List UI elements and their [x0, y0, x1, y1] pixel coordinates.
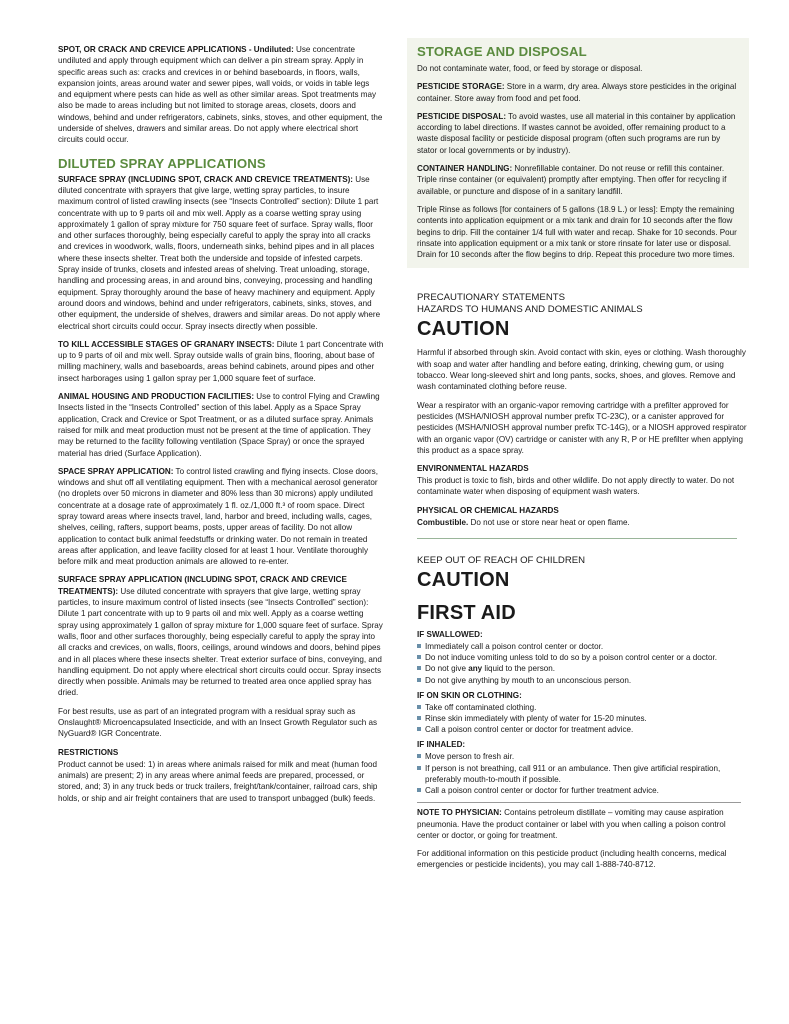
env-hazards-text: This product is toxic to fish, birds and other wildlife. Do not apply directly to water. Do not contaminate water when disposing of equipment wash waters. [417, 476, 735, 497]
precautionary-line2: HAZARDS TO HUMANS AND DOMESTIC ANIMALS [417, 304, 643, 316]
precautionary-line1: PRECAUTIONARY STATEMENTS [417, 292, 566, 304]
keep-out-line: KEEP OUT OF REACH OF CHILDREN [417, 555, 586, 567]
restrictions-heading: RESTRICTIONS [58, 747, 119, 757]
first-aid-heading: FIRST AID [417, 602, 516, 625]
hazard-paragraph-2: Wear a respirator with an organic-vapor removing cartridge with a prefilter approved for pesticides (MSHA/NIOSH approval number prefix TC-23C), or a canister approved for pesticides (MSHA/NIOSH approval number prefix TC-14G), or a NIOSH approved respirator with an organic vapor (OV) cartridge or canister with any R, P or HE prefilter when applying this product as a space spray. [417, 400, 747, 455]
spot-paragraph: SPOT, OR CRACK AND CREVICE APPLICATIONS - Undiluted: Use concentrate undiluted and apply through equipment which can deliver a pin stream spray. Apply in specific areas such as: cracks and crevices in or behind baseboards, in floors, walls, expansion joints, areas around water and sewer pipes, wall voids, or voids in table legs and equipment where pests can hide as well as other similar areas. Spot treatments may also be made to areas including but not limited to storage areas, closets, doors and windows, behind and under refrigerators, cabinets, sinks, stoves, and other equipment, the underside of shelves, drawers and similar areas. Do not apply where electrical short circuits could occur. [58, 45, 383, 145]
hazard-paragraph-1: Harmful if absorbed through skin. Avoid contact with skin, eyes or clothing. Wash thoroughly with soap and water after handling and before eating, drinking, chewing gum, or using tobacco. Wear long-sleeved shirt and long pants, socks, shoes, and gloves. Remove and wash contaminated clothing before reuse. [417, 348, 746, 392]
list-item: Do not induce vomiting unless told to do so by a poison control center or a doctor. [417, 652, 749, 663]
inhaled-list [417, 751, 749, 796]
triple-rinse: Triple Rinse as follows [for containers of 5 gallons (18.9 L.) or less]: Empty the remaining contents into application equipment or a mix tank and drain for 10 seconds after the flow begins to drip. Fill the container 1/4 full with water and recap. Shake for 10 seconds. Pour rinsate into application equipment or a mix tank or store rinsate for later use or disposal. Drain for 10 seconds after the flow begins to drip. Repeat this procedure two more times. [417, 204, 737, 260]
storage-intro: Do not contaminate water, food, or feed by storage or disposal. [417, 64, 643, 73]
list-item: Do not give anything by mouth to an unconscious person. [417, 675, 749, 686]
best-results-paragraph: For best results, use as part of an integrated program with a residual spray such as Onslaught® Microencapsulated Insecticide, and with an Insect Growth Regulator such as NyGuard® IGR Concentrate. [58, 706, 378, 739]
list-item: Do not give any liquid to the person. [417, 663, 749, 674]
right-column [407, 38, 749, 878]
animal-housing-paragraph: ANIMAL HOUSING AND PRODUCTION FACILITIES: Use to control Flying and Crawling Insects listed in the “Insects Controlled” section of this label. Apply as a Space Spray application, Crack and Crevice or Spot Treatment, or as a diluted surface spray. Animals raised for milk and meat production must not be present at the time of application. They may be returned to the facility following ventilation (Space Spray) or once the sprayed material has dried (Surface Application). [58, 392, 380, 458]
caution-heading-2: CAUTION [417, 569, 510, 592]
list-item: Move person to fresh air. [417, 751, 749, 762]
skin-list [417, 702, 749, 736]
pesticide-storage: PESTICIDE STORAGE: Store in a warm, dry area. Always store pesticides in the original container. Store away from food and pet food. [417, 82, 737, 103]
if-swallowed-heading: IF SWALLOWED: [417, 630, 483, 640]
note-to-physician: NOTE TO PHYSICIAN: Contains petroleum distillate – vomiting may cause aspiration pneumonia. Have the product container or label with you when calling a poison control center or doctor, or going for treatment. [417, 808, 726, 840]
diluted-spray-heading: DILUTED SPRAY APPLICATIONS [58, 155, 266, 171]
list-item: If person is not breathing, call 911 or an ambulance. Then give artificial respiration, preferably mouth-to-mouth if possible. [417, 763, 749, 785]
list-item: Take off contaminated clothing. [417, 702, 749, 713]
pesticide-disposal: PESTICIDE DISPOSAL: To avoid wastes, use all material in this container by application according to label directions. If wastes cannot be avoided, offer remaining product to a waste disposal facility or pesticide disposal program (often such programs are run by stator or local governments or by industry). [417, 111, 736, 155]
section-divider [417, 538, 737, 539]
storage-disposal-box [407, 38, 749, 268]
if-on-skin-heading: IF ON SKIN OR CLOTHING: [417, 690, 522, 700]
first-aid-section [407, 555, 749, 796]
restrictions-paragraph: Product cannot be used: 1) in areas where animals raised for milk and meat (human food animals) are present; 2) in any areas where animal feeds are prepared, processed, or stored, and; 3) in any truck beds or truck trailers, freight/tank/container, railroad cars, ship holds, or ship and air freight containers that are used to transport unbagged (bulk) feeds. [58, 759, 378, 803]
surface-spray-application-paragraph: SURFACE SPRAY APPLICATION (INCLUDING SPOT, CRACK AND CREVICE TREATMENTS): Use diluted concentrate with sprayers that give large, wetting spray particles, to insure maximum control of listed insects (see “Insects Controlled” section): Dilute 1 part concentrate with up to 9 parts oil and mix well. Apply as a coarse wetting spray using approximately 1 gallon of spray mixture for 1,000 square feet of surface. Spray walls, floor and other surfaces thoroughly, being especially careful to apply the spray into all cracks and crevices, on walls, floors, ceilings, around windows and doors, behind pipes and in all places where these insects shelter. Treat exterior surface of bins, conveying, and handling equipment. Do not apply where electrical short circuits could occur. Spray insects directly when possible. Animals may be returned to treated area once applied spray has dried. [58, 575, 383, 698]
phys-hazards-heading: PHYSICAL OR CHEMICAL HAZARDS [417, 505, 559, 515]
swallowed-list [417, 641, 749, 686]
container-handling: CONTAINER HANDLING: Nonrefillable container. Do not reuse or refill this container. Triple rinse container (or equivalent) promptly after emptying. Then offer for recycling if available, or puncture and dispose of in a sanitary landfill. [417, 164, 727, 196]
list-item: Call a poison control center or doctor for treatment advice. [417, 724, 749, 735]
phys-hazards-text: Combustible. Do not use or store near heat or open flame. [417, 517, 630, 527]
env-hazards-heading: ENVIRONMENTAL HAZARDS [417, 464, 529, 474]
precautionary-section [407, 292, 749, 528]
additional-info: For additional information on this pesticide product (including health concerns, medical emergencies or pesticide incidents), you may call 1-888-740-8712. [417, 849, 727, 870]
if-inhaled-heading: IF INHALED: [417, 740, 466, 750]
physician-divider [417, 802, 741, 803]
left-column [58, 44, 384, 811]
list-item: Immediately call a poison control center or doctor. [417, 641, 749, 652]
granary-paragraph: TO KILL ACCESSIBLE STAGES OF GRANARY INSECTS: Dilute 1 part Concentrate with up to 9 parts of oil and mix well. Spray outside walls of grain bins, flooring, about base of milling machinery, walls and baseboards, areas behind cabinets, around pipes and other insect harborages using 1 gallon spray per 1,000 square feet of surface. [58, 339, 384, 383]
physician-section [407, 807, 749, 870]
list-item: Rinse skin immediately with plenty of water for 15-20 minutes. [417, 713, 749, 724]
storage-heading: STORAGE AND DISPOSAL [417, 44, 587, 59]
space-spray-paragraph: SPACE SPRAY APPLICATION: To control listed crawling and flying insects. Close doors, windows and shut off all ventilating equipment. Then with a mechanical aerosol generator (no droplets over 50 microns in diameter and 80% less than 30 microns) apply undiluted concentrate at a dosage rate of approximately 1 fl. oz./1,000 ft.³ of room space. Direct spray toward areas where insects travel, land, harbor and breed, including walls, cages, shelves, ceiling, rafters, support beams, posts, upper areas of facility. Do not allow application to contact bulk animal feedstuffs or drinking water. Do not remain in treated areas after application, and leave facility closed for at least 1 hour. Ventilate thoroughly before milk and meat production animals are allowed to re-enter. [58, 466, 378, 567]
surface-spray-paragraph: SURFACE SPRAY (INCLUDING SPOT, CRACK AND CREVICE TREATMENTS): Use diluted concentrate with sprayers that give large, wetting spray particles, to insure maximum control of listed crawling insects (see “Insects Controlled” section): Dilute 1 part concentrate with up to 9 parts oil and mix well. Apply as a coarse wetting spray using approximately 1 gallon of spray mixture for 750 square feet of surface. Spray walls, floor and other surfaces thoroughly, being especially careful to apply the spray into all cracks and crevices in woodwork, walls, floors, underneath sinks, behind pipes and in all places where these insects shelter. Treat both the underside and topside of infested carpets. Spray inside of trunks, closets and infested areas of shelving. Treat unloading, storage, handling and processing areas, in and around bins, conveying, processing and handling equipment. Spray thoroughly around the base of heavy machinery and equipment. Apply around doors and windows, behind and under refrigerators, cabinets, sinks, stoves, and other equipment, the underside of shelves, drawers and similar areas. Do not apply where electrical short circuits could occur. Spray insects directly when possible. [58, 174, 381, 331]
caution-heading: CAUTION [417, 318, 510, 341]
list-item: Call a poison control center or doctor for further treatment advice. [417, 785, 749, 796]
